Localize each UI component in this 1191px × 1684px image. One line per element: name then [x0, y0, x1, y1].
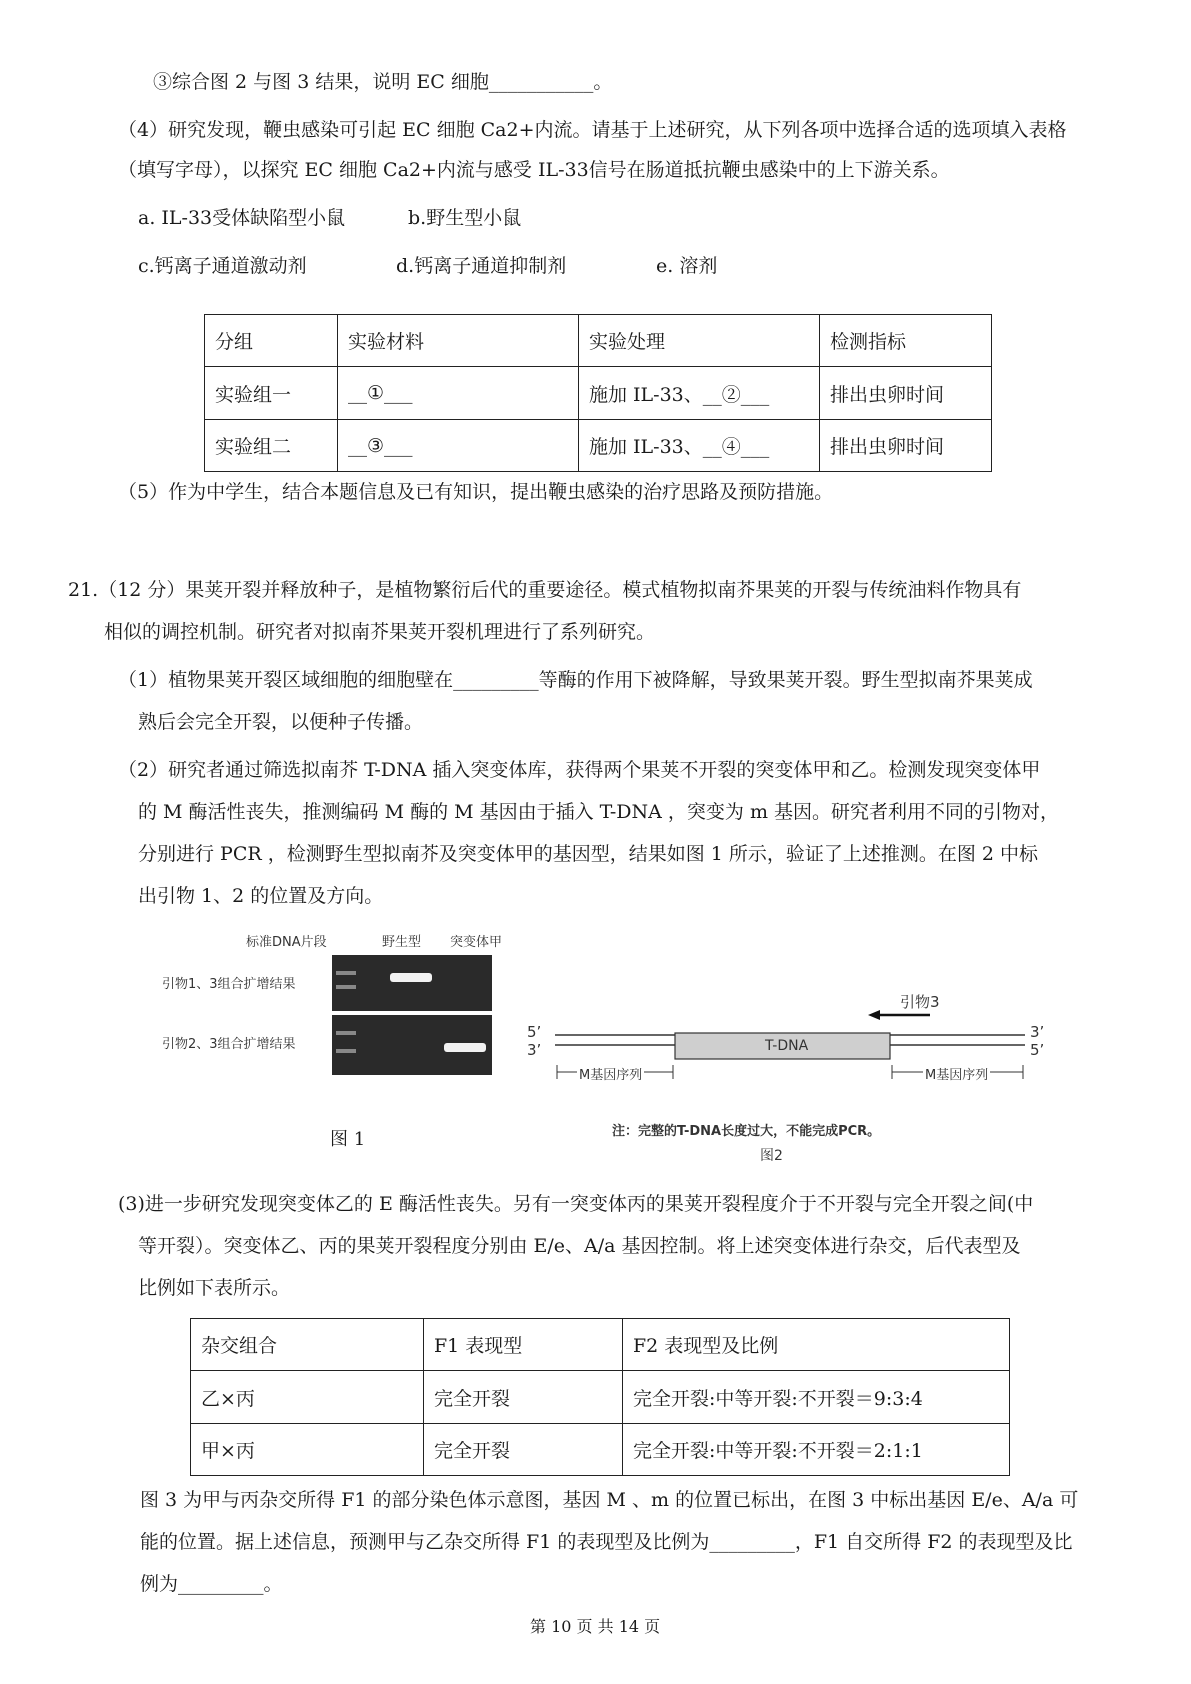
option-a: a. IL-33受体缺陷型小鼠	[138, 207, 346, 229]
fig2-caption: 图2	[760, 1148, 783, 1164]
table-cell: 实验组二	[205, 420, 338, 472]
q21-p3-line6: 例为_________。	[140, 1573, 283, 1595]
q21-p3-line4: 图 3 为甲与丙杂交所得 F1 的部分染色体示意图，基因 M 、m 的位置已标出，在图 3 中标出基因 E/e、A/a 可	[140, 1489, 1079, 1511]
table-header: 实验材料	[338, 315, 579, 367]
gel-image	[332, 955, 492, 1075]
q20-p4-line2: （填写字母），以探究 EC 细胞 Ca2+内流与感受 IL-33信号在肠道抵抗鞭虫感染中的上下游关系。	[118, 159, 950, 181]
table-cell: 实验组一	[205, 367, 338, 420]
table-cell: 排出虫卵时间	[820, 420, 992, 472]
fig2-note: 注：完整的T-DNA长度过大，不能完成PCR。	[612, 1124, 881, 1139]
q21-p3-line2: 等开裂）。突变体乙、丙的果荚开裂程度分别由 E/e、A/a 基因控制。将上述突变体进行杂交，后代表型及	[138, 1235, 1021, 1257]
q21-p2-line1: （2）研究者通过筛选拟南芥 T-DNA 插入突变体库，获得两个果荚不开裂的突变体甲和乙。检测发现突变体甲	[118, 759, 1041, 781]
cross-table	[190, 1318, 1010, 1476]
option-c: c.钙离子通道激动剂	[138, 255, 307, 277]
left-5prime: 5’	[527, 1023, 542, 1041]
table-cell: 完全开裂:中等开裂:不开裂＝9:3:4	[623, 1371, 1010, 1424]
table-cell: 排出虫卵时间	[820, 367, 992, 420]
q21-p1-line1: （1）植物果荚开裂区域细胞的细胞壁在_________等酶的作用下被降解，导致果荚开裂。野生型拟南芥果荚成	[118, 669, 1033, 691]
q21-p3-line3: 比例如下表所示。	[138, 1277, 291, 1299]
q20-p4-line1: （4）研究发现，鞭虫感染可引起 EC 细胞 Ca2+内流。请基于上述研究，从下列各项中选择合适的选项填入表格	[118, 119, 1067, 141]
right-3prime: 3’	[1030, 1023, 1045, 1041]
fig1-col-label-marker: 标准DNA片段	[246, 935, 327, 950]
table-header: 实验处理	[579, 315, 820, 367]
fig1-row-label-1: 引物1、3组合扩增结果	[162, 977, 296, 992]
option-b: b.野生型小鼠	[408, 207, 522, 229]
m-seq-right: M基因序列	[923, 1064, 990, 1083]
table-header: 检测指标	[820, 315, 992, 367]
m-seq-left: M基因序列	[577, 1064, 644, 1083]
table-header: F1 表现型	[424, 1319, 623, 1371]
table-header: 杂交组合	[191, 1319, 424, 1371]
q21-p3-line1: (3)进一步研究发现突变体乙的 E 酶活性丧失。另有一突变体丙的果荚开裂程度介于不开裂与完全开裂之间(中	[118, 1193, 1034, 1215]
page-footer: 第 10 页 共 14 页	[530, 1617, 661, 1636]
table-cell: __③___	[338, 420, 579, 472]
fig1-row-label-2: 引物2、3组合扩增结果	[162, 1037, 296, 1052]
q21-p2-line4: 出引物 1、2 的位置及方向。	[138, 885, 384, 907]
right-5prime: 5’	[1030, 1041, 1045, 1059]
tdna-label: T-DNA	[765, 1038, 809, 1054]
q20-p5: （5）作为中学生，结合本题信息及已有知识，提出鞭虫感染的治疗思路及预防措施。	[118, 481, 834, 503]
option-e: e. 溶剂	[656, 255, 718, 277]
figure-1	[150, 925, 520, 1080]
primer3-label: 引物3	[900, 993, 940, 1011]
experiment-table	[204, 314, 992, 472]
table-cell: 施加 IL-33、__②___	[579, 367, 820, 420]
q21-line1: 21.（12 分）果荚开裂并释放种子，是植物繁衍后代的重要途径。模式植物拟南芥果荚的开裂与传统油料作物具有	[68, 579, 1022, 601]
q20-item3: ③综合图 2 与图 3 结果，说明 EC 细胞___________。	[153, 71, 613, 93]
q21-p2-line3: 分别进行 PCR ，检测野生型拟南芥及突变体甲的基因型，结果如图 1 所示，验证了上述推测。在图 2 中标	[138, 843, 1039, 865]
figure-2	[525, 985, 1045, 1090]
table-header: F2 表现型及比例	[623, 1319, 1010, 1371]
table-cell: 完全开裂	[424, 1424, 623, 1476]
table-cell: 完全开裂:中等开裂:不开裂＝2:1:1	[623, 1424, 1010, 1476]
table-header: 分组	[205, 315, 338, 367]
fig1-col-label-wild: 野生型	[382, 935, 422, 950]
table-cell: 施加 IL-33、__④___	[579, 420, 820, 472]
option-d: d.钙离子通道抑制剂	[396, 255, 567, 277]
table-cell: 甲×丙	[191, 1424, 424, 1476]
table-cell: __①___	[338, 367, 579, 420]
q21-p3-line5: 能的位置。据上述信息，预测甲与乙杂交所得 F1 的表现型及比例为_________，F1 自交所得 F2 的表现型及比	[140, 1531, 1073, 1553]
left-3prime: 3’	[527, 1041, 542, 1059]
table-cell: 完全开裂	[424, 1371, 623, 1424]
fig1-caption: 图 1	[330, 1129, 366, 1150]
q21-p1-line2: 熟后会完全开裂，以便种子传播。	[138, 711, 424, 733]
q21-line2: 相似的调控机制。研究者对拟南芥果荚开裂机理进行了系列研究。	[104, 621, 656, 643]
table-cell: 乙×丙	[191, 1371, 424, 1424]
q21-p2-line2: 的 M 酶活性丧失，推测编码 M 酶的 M 基因由于插入 T-DNA ，突变为 m 基因。研究者利用不同的引物对，	[138, 801, 1060, 823]
fig1-col-label-mutant: 突变体甲	[450, 935, 503, 950]
